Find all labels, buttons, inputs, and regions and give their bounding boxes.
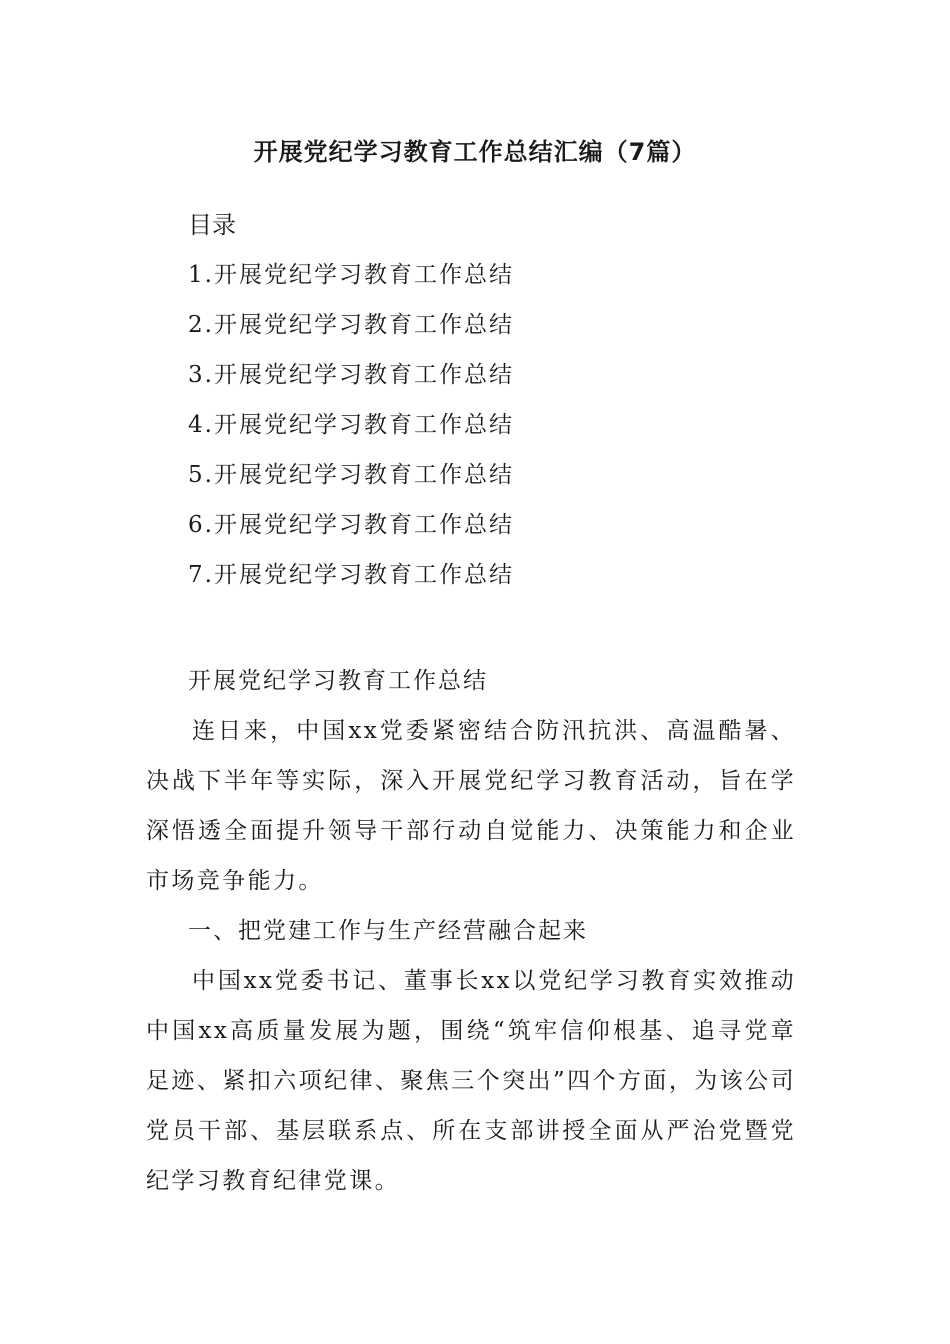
toc-item-2: 2.开展党纪学习教育工作总结 xyxy=(188,312,514,338)
table-of-contents xyxy=(188,207,514,607)
toc-item-6: 6.开展党纪学习教育工作总结 xyxy=(188,512,514,538)
toc-item-7: 7.开展党纪学习教育工作总结 xyxy=(188,562,514,588)
article-paragraph-2: 中国xx党委书记、董事长xx以党纪学习教育实效推动中国xx高质量发展为题，围绕“筑牢信仰根基、追寻党章足迹、紧扣六项纪律、聚焦三个突出”四个方面，为该公司党员干部、基层联系点、所在支部讲授全面从严治党暨党纪学习教育纪律党课。 xyxy=(146,968,796,1194)
article-paragraph-1: 连日来，中国xx党委紧密结合防汛抗洪、高温酷暑、决战下半年等实际，深入开展党纪学习教育活动，旨在学深悟透全面提升领导干部行动自觉能力、决策能力和企业市场竞争能力。 xyxy=(146,718,796,894)
toc-item-1: 1.开展党纪学习教育工作总结 xyxy=(188,262,514,288)
section-1-title: 一、把党建工作与生产经营融合起来 xyxy=(188,918,588,944)
document-title: 开展党纪学习教育工作总结汇编（7篇） xyxy=(253,138,697,166)
article-title: 开展党纪学习教育工作总结 xyxy=(188,668,488,694)
toc-heading: 目录 xyxy=(188,211,236,239)
toc-item-4: 4.开展党纪学习教育工作总结 xyxy=(188,412,514,438)
toc-item-5: 5.开展党纪学习教育工作总结 xyxy=(188,462,514,488)
article-body xyxy=(146,656,796,1206)
toc-item-3: 3.开展党纪学习教育工作总结 xyxy=(188,362,514,388)
